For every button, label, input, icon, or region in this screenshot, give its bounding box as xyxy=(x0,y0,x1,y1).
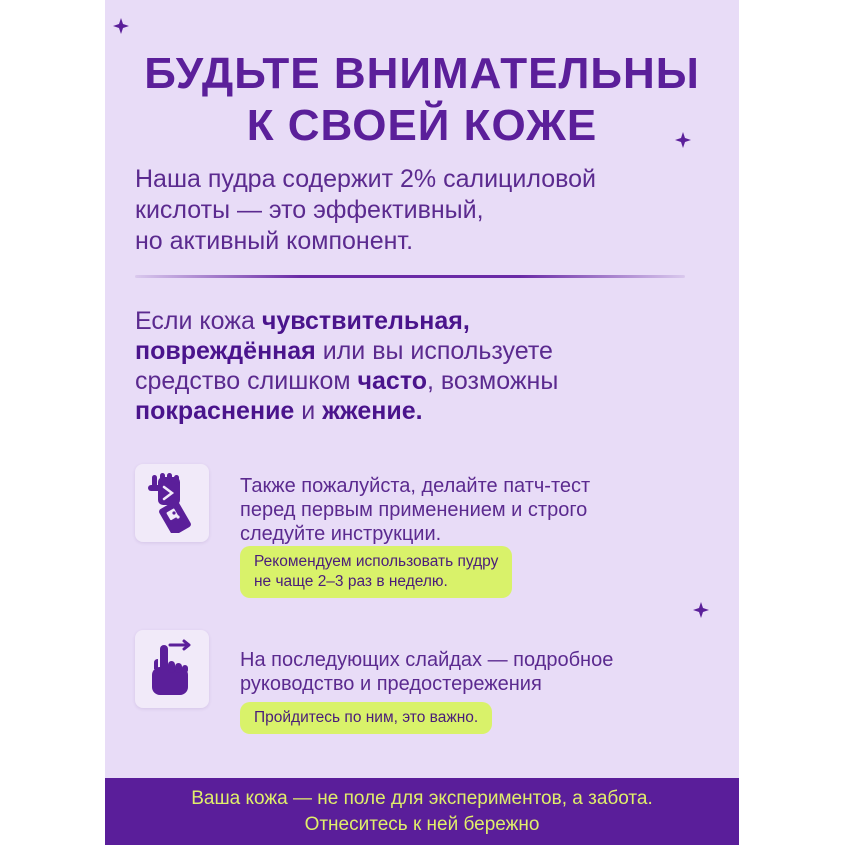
sparkle-icon xyxy=(113,18,129,34)
warning-text: Если кожа xyxy=(135,307,262,335)
intro-line: кислоты — это эффективный, xyxy=(135,196,484,224)
warning-emphasis: чувствительная, xyxy=(261,307,470,335)
usage-recommendation-badge xyxy=(240,546,512,598)
warning-text: или вы используете xyxy=(315,337,553,365)
instruction-line: перед первым применением и строго xyxy=(240,499,588,521)
patch-test-instruction xyxy=(240,474,700,546)
instruction-line: следуйте инструкции. xyxy=(240,523,442,545)
badge-line: Пройдитесь по ним, это важно. xyxy=(254,709,479,726)
intro-paragraph xyxy=(135,164,715,257)
title-line: К СВОЕЙ КОЖЕ xyxy=(246,101,598,150)
footer-line: Отнеситесь к ней бережно xyxy=(304,814,540,835)
intro-line: но активный компонент. xyxy=(135,227,414,255)
sparkle-icon xyxy=(693,602,709,618)
warning-text: средство слишком xyxy=(135,367,358,395)
warning-line xyxy=(135,366,715,396)
badge-line: не чаще 2–3 раз в неделю. xyxy=(254,573,448,590)
warning-emphasis: покраснение xyxy=(135,397,295,425)
intro-line: Наша пудра содержит 2% салициловой xyxy=(135,165,596,193)
slide-card xyxy=(105,0,739,845)
instruction-line: Также пожалуйста, делайте патч-тест xyxy=(240,475,591,497)
warning-paragraph xyxy=(135,306,715,426)
warning-text: , возможны xyxy=(427,367,559,395)
note-line: На последующих слайдах — подробное xyxy=(240,649,614,671)
footer-banner xyxy=(105,778,739,845)
badge-line: Рекомендуем использовать пудру xyxy=(254,553,499,570)
page-title xyxy=(105,48,739,152)
warning-text: и xyxy=(294,397,323,425)
warning-emphasis: часто xyxy=(357,367,428,395)
warning-line xyxy=(135,336,715,366)
footer-line: Ваша кожа — не поле для экспериментов, а забота. xyxy=(191,788,653,809)
patch-test-arm-icon xyxy=(135,464,209,542)
section-divider xyxy=(135,275,685,278)
warning-line xyxy=(135,306,715,336)
title-line: БУДЬТЕ ВНИМАТЕЛЬНЫ xyxy=(144,49,700,98)
warning-emphasis: жжение. xyxy=(322,397,423,425)
warning-emphasis: повреждённая xyxy=(135,337,316,365)
warning-line xyxy=(135,396,715,426)
important-note-badge xyxy=(240,702,492,734)
swipe-hand-icon xyxy=(135,630,209,708)
note-line: руководство и предостережения xyxy=(240,673,542,695)
next-slides-note xyxy=(240,648,700,696)
